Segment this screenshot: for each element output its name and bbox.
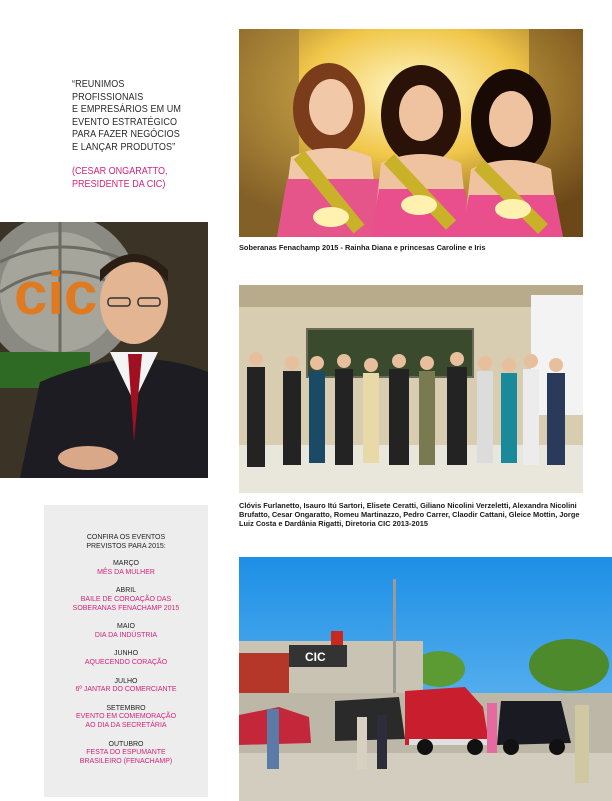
- event-name: EVENTO EM COMEMORAÇÃO: [75, 711, 177, 721]
- event-item: [51, 677, 202, 694]
- quote-line: EVENTO ESTRATÉGICO: [72, 115, 178, 128]
- cic-building-sign: CIC: [305, 650, 326, 664]
- event-item: [51, 740, 202, 766]
- event-name: SOBERANAS FENACHAMP 2015: [72, 602, 180, 612]
- event-month: MARÇO: [112, 558, 139, 568]
- quote-line: “REUNIMOS PROFISSIONAIS: [72, 78, 144, 103]
- queens-photo-caption: Soberanas Fenachamp 2015 - Rainha Diana e princesas Caroline e Iris: [239, 243, 486, 252]
- quote-author: [72, 165, 192, 190]
- queens-photo: [239, 29, 583, 237]
- event-name: MÊS DA MULHER: [97, 566, 155, 576]
- cic-logo-text: cic: [14, 260, 98, 327]
- quote-line: E LANÇAR PRODUTOS”: [72, 140, 176, 153]
- event-name: AQUECENDO CORAÇÃO: [84, 656, 168, 666]
- quote-author-line: (CESAR ONGARATTO,: [72, 165, 168, 177]
- cars-photo: [239, 557, 612, 801]
- event-month: MAIO: [117, 621, 135, 631]
- events-list: [51, 533, 202, 775]
- group-photo-caption: Clóvis Furlanetto, Isauro Itú Sartori, Elisete Ceratti, Giliano Nicolini Verzeletti, Alexandra Nicolini Brufatto, Cesar Ongaratto, Romeu Martinazzo, Pedro Carrer, Claodir Cattani, Gleice Mottin, Jorge Luiz Costa e Dardânia Rigatti, Diretoria CIC 2013-2015: [239, 501, 580, 528]
- event-name: AO DIA DA SECRETÁRIA: [85, 719, 167, 729]
- event-month: SETEMBRO: [106, 702, 146, 712]
- quote-line: PARA FAZER NEGÓCIOS: [72, 128, 180, 140]
- event-name: BRASILEIRO (FENACHAMP): [79, 755, 173, 765]
- event-name: DIA DA INDÚSTRIA: [94, 629, 158, 639]
- events-box: [44, 505, 208, 797]
- events-title: [51, 533, 202, 550]
- event-item: [51, 649, 202, 666]
- event-name: FESTA DO ESPUMANTE: [86, 747, 166, 757]
- event-month: ABRIL: [115, 585, 137, 595]
- event-name: 6º JANTAR DO COMERCIANTE: [75, 684, 177, 694]
- event-name: BAILE DE COROAÇÃO DAS: [80, 593, 172, 603]
- event-item: [51, 586, 202, 612]
- event-month: JUNHO: [113, 648, 139, 658]
- portrait-photo: [0, 222, 208, 478]
- group-photo: [239, 285, 583, 493]
- event-item: [51, 559, 202, 576]
- event-item: [51, 622, 202, 639]
- quote-line: E EMPRESÁRIOS EM UM: [72, 103, 182, 115]
- event-month: JULHO: [114, 675, 138, 685]
- events-title-line: CONFIRA OS EVENTOS: [86, 532, 166, 541]
- event-item: [51, 704, 202, 730]
- event-month: OUTUBRO: [108, 738, 144, 748]
- pull-quote: [72, 78, 192, 153]
- events-title-line: PREVISTOS PARA 2015:: [86, 540, 166, 550]
- quote-author-line: PRESIDENTE DA CIC): [72, 177, 166, 190]
